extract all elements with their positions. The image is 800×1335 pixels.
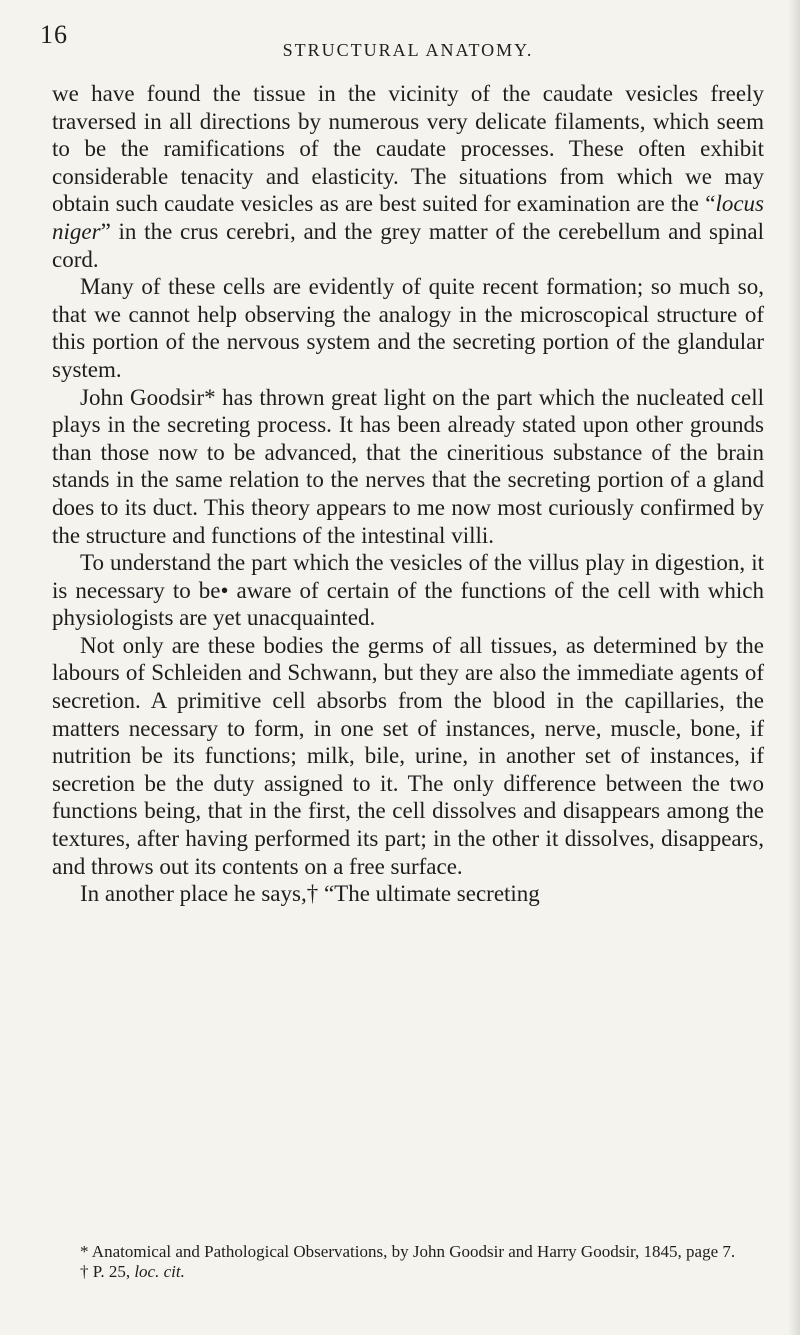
paragraph-4: To understand the part which the vesicles of the villus play in digestion, it is necessary to be• aware of certain of the functions of the cell with which physiologists are yet unacquainted. xyxy=(52,550,764,631)
paragraph-2: Many of these cells are evidently of quite recent formation; so much so, that we cannot help observing the analogy in the microscopical structure of this portion of the nervous system and the secreting portion of the glandular system. xyxy=(52,274,764,382)
footnote-1: * Anatomical and Pathological Observations, by John Goodsir and Harry Goodsir, 1845, page 7. xyxy=(80,1242,736,1261)
footnote-2: † P. 25, loc. cit. xyxy=(80,1262,185,1281)
running-head: STRUCTURAL ANATOMY. xyxy=(282,40,534,60)
paragraph-3: John Goodsir* has thrown great light on the part which the nucleated cell plays in the secreting process. It has been already stated upon other grounds than those now to be advanced, that the cineritious substance of the brain stands in the same relation to the nerves that the secreting portion of a gland does to its duct. This theory appears to me now most curiously confirmed by the structure and functions of the intestinal villi. xyxy=(52,384,764,548)
paragraph-5: Not only are these bodies the germs of all tissues, as determined by the labours of Schleiden and Schwann, but they are also the immediate agents of secretion. A primitive cell absorbs from the blood in the capillaries, the matters necessary to form, in one set of instances, nerve, muscle, bone, if nutrition be its functions; milk, bile, urine, in another set of instances, if secretion be the duty assigned to it. The only difference between the two functions being, that in the first, the cell dissolves and disappears among the textures, after having performed its part; in the other it dissolves, disappears, and throws out its contents on a free surface. xyxy=(52,632,764,879)
page-edge-shadow xyxy=(788,0,800,1335)
body-text xyxy=(52,80,764,908)
paragraph-6: In another place he says,† “The ultimate secreting xyxy=(80,881,540,907)
page-number: 16 xyxy=(40,20,68,49)
footnotes xyxy=(52,1242,764,1282)
italic-term: locus niger xyxy=(52,191,764,244)
footnote-italic: loc. cit. xyxy=(134,1262,185,1281)
paragraph-1: we have found the tissue in the vicinity of the caudate vesicles freely traversed in all directions by numerous very delicate filaments, which seem to be the ramifications of the caudate processes. These often exhibit considerable tenacity and elasticity. The situations from which we may obtain such caudate vesicles as are best suited for examination are the “locus niger” in the crus cerebri, and the grey matter of the cerebellum and spinal cord. xyxy=(52,81,764,272)
